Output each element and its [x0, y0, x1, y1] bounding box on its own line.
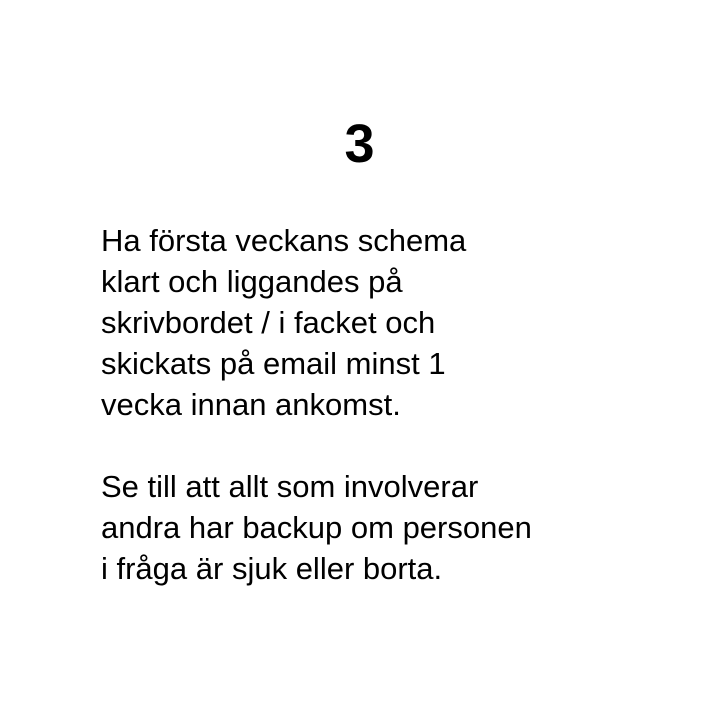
paragraph-line: vecka innan ankomst. [101, 387, 401, 422]
paragraph-line: skrivbordet / i facket och [101, 305, 436, 340]
paragraph-line: Se till att allt som involverar [101, 469, 479, 504]
paragraph-line: klart och liggandes på [101, 264, 403, 299]
paragraph-backup [101, 466, 661, 589]
paragraph-line: andra har backup om personen [101, 510, 532, 545]
paragraph-line: Ha första veckans schema [101, 223, 467, 258]
paragraph-schedule [101, 220, 661, 425]
paragraph-line: i fråga är sjuk eller borta. [101, 551, 443, 586]
slide-body [101, 220, 661, 589]
paragraph-line: skickats på email minst 1 [101, 346, 446, 381]
slide-number: 3 [344, 114, 376, 174]
